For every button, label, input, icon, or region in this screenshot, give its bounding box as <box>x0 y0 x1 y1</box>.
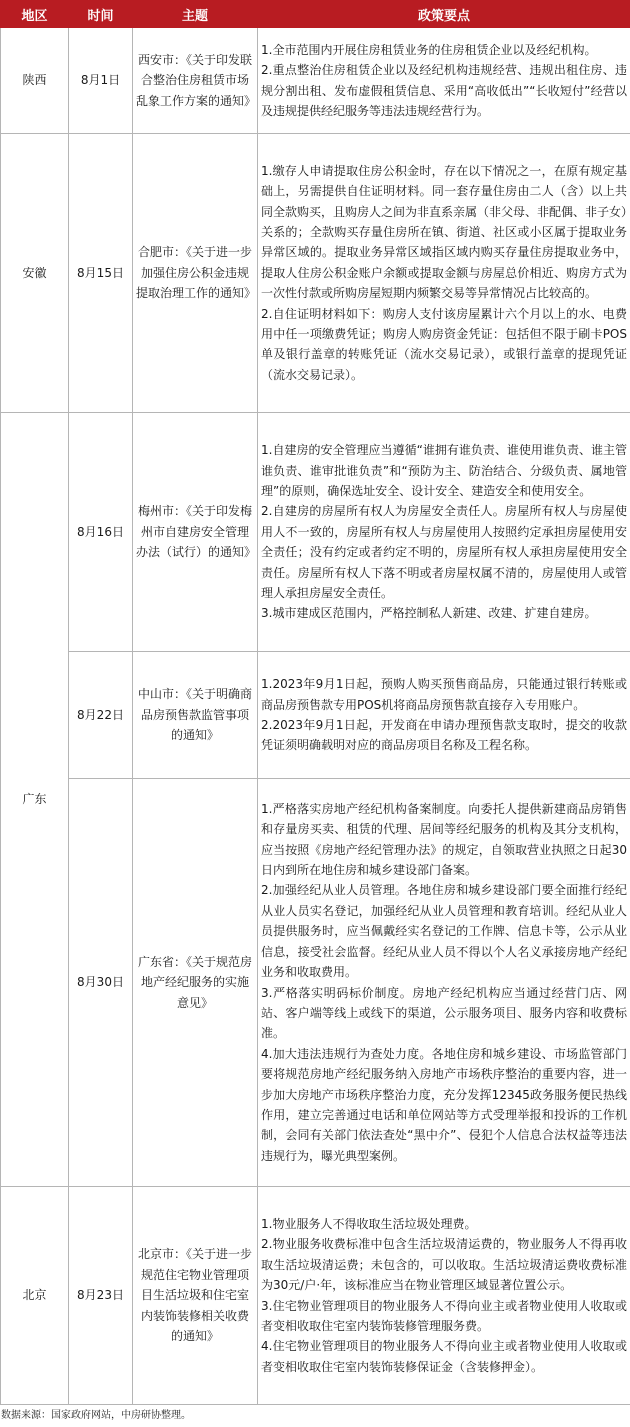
date-cell: 8月1日 <box>69 28 133 134</box>
policy-point: 3.城市建成区范围内，严格控制私人新建、改建、扩建自建房。 <box>261 603 627 623</box>
policy-point: 1.严格落实房地产经纪机构备案制度。向委托人提供新建商品房销售和存量房买卖、租赁的代理、居间等经纪服务的机构及其分支机构，应当按照《房地产经纪管理办法》的规定，自领取营业执照之日起30日内到所在地住房和城乡建设部门备案。 <box>261 799 627 881</box>
points-cell <box>258 652 630 779</box>
topic-cell: 合肥市：《关于进一步加强住房公积金违规提取治理工作的通知》 <box>133 134 258 413</box>
points-cell <box>258 413 630 652</box>
topic-cell: 西安市：《关于印发联合整治住房租赁市场乱象工作方案的通知》 <box>133 28 258 134</box>
region-cell: 广东 <box>1 413 69 1187</box>
table-row <box>1 28 630 134</box>
table-row <box>1 134 630 413</box>
policy-point: 2.重点整治住房租赁企业以及经纪机构违规经营、违规出租住房、违规分割出租、发布虚假租赁信息、采用“高收低出”“长收短付”经营以及违规提供经纪服务等违法违规经营行为。 <box>261 60 627 121</box>
date-cell: 8月16日 <box>69 413 133 652</box>
policy-point: 1.自建房的安全管理应当遵循“谁拥有谁负责、谁使用谁负责、谁主管谁负责、谁审批谁负责”和“预防为主、防治结合、分级负责、属地管理”的原则，确保选址安全、设计安全、建造安全和使用安全。 <box>261 440 627 501</box>
table-row <box>1 413 630 652</box>
header-points: 政策要点 <box>258 1 630 28</box>
points-cell <box>258 28 630 134</box>
points-cell <box>258 779 630 1187</box>
date-cell: 8月23日 <box>69 1187 133 1405</box>
policy-point: 2.自住证明材料如下：购房人支付该房屋累计六个月以上的水、电费用中任一项缴费凭证；购房人购房资金凭证：包括但不限于刷卡POS单及银行盖章的转账凭证（流水交易记录），或银行盖章的提现凭证（流水交易记录）。 <box>261 304 627 386</box>
header-date: 时间 <box>69 1 133 28</box>
topic-cell: 中山市：《关于明确商品房预售款监管事项的通知》 <box>133 652 258 779</box>
table-row <box>1 1187 630 1405</box>
topic-cell: 广东省：《关于规范房地产经纪服务的实施意见》 <box>133 779 258 1187</box>
points-cell <box>258 134 630 413</box>
region-cell: 陕西 <box>1 28 69 134</box>
policy-point: 3.住宅物业管理项目的物业服务人不得向业主或者物业使用人收取或者变相收取住宅室内装饰装修管理服务费。 <box>261 1296 627 1337</box>
policy-point: 1.2023年9月1日起，预购人购买预售商品房，只能通过银行转账或商品房预售款专用POS机将商品房预售款直接存入专用账户。 <box>261 674 627 715</box>
policy-point: 4.住宅物业管理项目的物业服务人不得向业主或者物业使用人收取或者变相收取住宅室内装饰装修保证金（含装修押金）。 <box>261 1336 627 1377</box>
policy-point: 1.缴存人申请提取住房公积金时，存在以下情况之一，在原有规定基础上，另需提供自住证明材料。同一套存量住房由二人（含）以上共同全款购买，且购房人之间为非直系亲属（非父母、非配偶、非子女）关系的；全款购买存量住房所在镇、街道、社区或小区属于提取业务异常区域的。提取业务异常区域指区域内购买存量住房提取业务中，提取人住房公积金账户余额或提取金额与房屋总价相近、购房方式为一次性付款或所购房屋短期内频繁交易等异常情况占比较高的。 <box>261 161 627 304</box>
policy-point: 1.全市范围内开展住房租赁业务的住房租赁企业以及经纪机构。 <box>261 40 627 60</box>
points-cell <box>258 1187 630 1405</box>
table-header-row <box>1 1 630 28</box>
header-topic: 主题 <box>133 1 258 28</box>
table-row <box>1 652 630 779</box>
region-cell: 北京 <box>1 1187 69 1405</box>
policy-point: 3.严格落实明码标价制度。房地产经纪机构应当通过经营门店、网站、客户端等线上或线下的渠道，公示服务项目、服务内容和收费标准。 <box>261 983 627 1044</box>
date-cell: 8月22日 <box>69 652 133 779</box>
date-cell: 8月15日 <box>69 134 133 413</box>
policy-point: 2.加强经纪从业人员管理。各地住房和城乡建设部门要全面推行经纪从业人员实名登记，加强经纪从业人员管理和教育培训。经纪从业人员提供服务时，应当佩戴经实名登记的工作牌、信息卡等，公示从业信息，接受社会监督。经纪从业人员不得以个人名义承接房地产经纪业务和收取费用。 <box>261 880 627 982</box>
region-cell: 安徽 <box>1 134 69 413</box>
data-source-note: 数据来源：国家政府网站，中房研协整理。 <box>0 1405 630 1427</box>
topic-cell: 梅州市：《关于印发梅州市自建房安全管理办法（试行）的通知》 <box>133 413 258 652</box>
policy-point: 2.2023年9月1日起，开发商在申请办理预售款支取时，提交的收款凭证须明确载明对应的商品房项目名称及工程名称。 <box>261 715 627 756</box>
policy-point: 4.加大违法违规行为查处力度。各地住房和城乡建设、市场监管部门要将规范房地产经纪服务纳入房地产市场秩序整治的重要内容，进一步加大房地产市场秩序整治力度，充分发挥12345政务服务便民热线作用，建立完善通过电话和单位网站等方式受理举报和投诉的工作机制，会同有关部门依法查处“黑中介”、侵犯个人信息合法权益等违法违规行为，曝光典型案例。 <box>261 1044 627 1166</box>
date-cell: 8月30日 <box>69 779 133 1187</box>
policy-point: 1.物业服务人不得收取生活垃圾处理费。 <box>261 1214 627 1234</box>
policy-point: 2.自建房的房屋所有权人为房屋安全责任人。房屋所有权人与房屋使用人不一致的，房屋所有权人与房屋使用人按照约定承担房屋使用安全责任；没有约定或者约定不明的，房屋所有权人承担房屋使用安全责任。房屋所有权人下落不明或者房屋权属不清的，房屋使用人或管理人承担房屋安全责任。 <box>261 501 627 603</box>
topic-cell: 北京市：《关于进一步规范住宅物业管理项目生活垃圾和住宅室内装饰装修相关收费的通知》 <box>133 1187 258 1405</box>
header-region: 地区 <box>1 1 69 28</box>
policy-point: 2.物业服务收费标准中包含生活垃圾清运费的，物业服务人不得再收取生活垃圾清运费；未包含的，可以收取。生活垃圾清运费收费标准为30元/户·年，该标准应当在物业管理区域显著位置公示。 <box>261 1234 627 1295</box>
table-row <box>1 779 630 1187</box>
